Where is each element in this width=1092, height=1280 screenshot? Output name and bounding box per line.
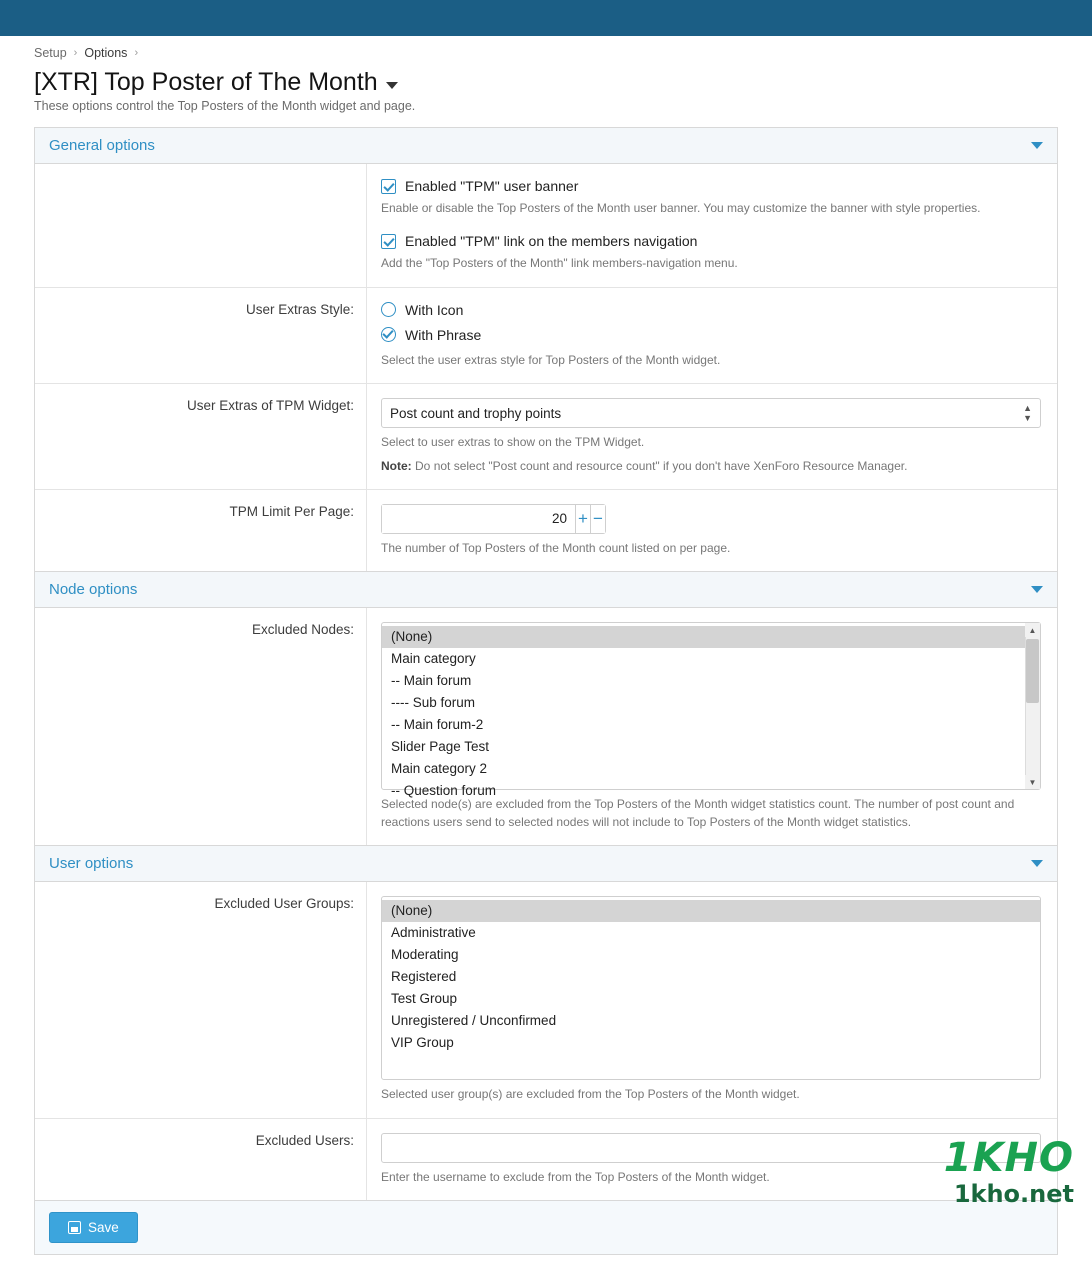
list-item[interactable]: Main category 2 bbox=[391, 761, 488, 777]
chevron-down-icon[interactable] bbox=[386, 82, 398, 89]
watermark-url: 1kho.net bbox=[953, 1180, 1074, 1209]
row-excluded-users bbox=[35, 1119, 1057, 1200]
scroll-down-icon[interactable]: ▼ bbox=[1025, 775, 1040, 789]
row-banner-and-nav bbox=[35, 164, 1057, 288]
chevron-down-icon[interactable] bbox=[1031, 860, 1043, 867]
label-excluded-nodes: Excluded Nodes: bbox=[35, 608, 367, 845]
radio-icon-selected[interactable] bbox=[381, 327, 396, 342]
radio-label-with-phrase: With Phrase bbox=[405, 326, 482, 343]
field-tpm-limit bbox=[367, 490, 1057, 571]
list-item[interactable]: Test Group bbox=[391, 991, 458, 1007]
listbox-excluded-nodes[interactable] bbox=[381, 622, 1041, 799]
list-item[interactable]: Unregistered / Unconfirmed bbox=[391, 1013, 557, 1029]
label-tpm-limit: TPM Limit Per Page: bbox=[35, 490, 367, 571]
list-item[interactable]: Moderating bbox=[391, 947, 459, 963]
general-options-block bbox=[34, 127, 1058, 572]
breadcrumb bbox=[34, 36, 1058, 64]
row-widget-extras bbox=[35, 384, 1057, 490]
section-header-node[interactable] bbox=[35, 572, 1057, 608]
checkbox-icon[interactable] bbox=[381, 234, 396, 249]
radio-with-icon[interactable] bbox=[381, 302, 1041, 318]
chevron-down-icon[interactable] bbox=[1031, 586, 1043, 593]
row-user-extras-style bbox=[35, 288, 1057, 384]
hint-widget-extras: Select to user extras to show on the TPM Widget. bbox=[381, 435, 645, 450]
group-banner bbox=[381, 178, 1041, 217]
row-excluded-nodes bbox=[35, 608, 1057, 845]
radio-label-with-icon: With Icon bbox=[405, 301, 464, 318]
note-widget-extras bbox=[381, 458, 1041, 475]
radio-icon[interactable] bbox=[381, 302, 396, 317]
checkbox-tpm-user-banner[interactable] bbox=[381, 178, 1041, 194]
note-text: Do not select "Post count and resource count" if you don't have XenForo Resource Manager. bbox=[415, 458, 908, 473]
hint-excluded-users: Enter the username to exclude from the Top Posters of the Month widget. bbox=[381, 1169, 770, 1184]
section-title-node: Node options bbox=[49, 581, 138, 599]
stepper-decrement-button[interactable]: − bbox=[590, 505, 605, 533]
list-item[interactable]: -- Main forum-2 bbox=[391, 717, 484, 733]
hint-tpm-limit: The number of Top Posters of the Month count listed on per page. bbox=[381, 540, 731, 555]
breadcrumb-separator-icon: › bbox=[73, 47, 78, 59]
row-tpm-limit bbox=[35, 490, 1057, 571]
quantity-stepper[interactable] bbox=[381, 504, 606, 534]
row-excluded-user-groups bbox=[35, 882, 1057, 1118]
radio-with-phrase[interactable] bbox=[381, 327, 1041, 343]
section-title-general: General options bbox=[49, 137, 155, 154]
note-prefix: Note: bbox=[381, 458, 412, 473]
list-item[interactable]: Registered bbox=[391, 969, 457, 985]
label-excluded-users: Excluded Users: bbox=[35, 1119, 367, 1200]
field-excluded-nodes bbox=[367, 608, 1057, 845]
list-item[interactable]: Main category bbox=[391, 651, 476, 667]
listbox-excluded-user-groups[interactable] bbox=[381, 896, 1041, 1080]
save-button-label: Save bbox=[88, 1219, 119, 1235]
label-excluded-user-groups: Excluded User Groups: bbox=[35, 882, 367, 1117]
page-content bbox=[0, 36, 1092, 1255]
field-user-extras-style bbox=[367, 288, 1057, 383]
select-widget-extras[interactable] bbox=[381, 398, 1041, 428]
field-excluded-users bbox=[367, 1119, 1057, 1200]
checkbox-label-tpm-user-banner: Enabled "TPM" user banner bbox=[405, 178, 579, 194]
list-item[interactable]: Administrative bbox=[391, 925, 476, 941]
top-navigation-bar bbox=[0, 0, 1092, 36]
hint-excluded-nodes: Selected node(s) are excluded from the Top Posters of the Month widget statistics count. The number of post count and reactions users send to selected nodes will not include to Top Posters of the Month widget statistics. bbox=[381, 797, 1015, 829]
tpm-limit-input[interactable] bbox=[382, 505, 575, 533]
field-widget-extras bbox=[367, 384, 1057, 489]
chevron-updown-icon[interactable]: ▲ ▼ bbox=[1023, 402, 1032, 423]
chevron-down-icon[interactable] bbox=[1031, 142, 1043, 149]
save-icon bbox=[68, 1221, 81, 1234]
scrollbar-thumb[interactable] bbox=[1026, 639, 1039, 703]
field-excluded-user-groups bbox=[367, 882, 1057, 1117]
list-item[interactable]: ---- Sub forum bbox=[391, 695, 476, 711]
checkbox-label-tpm-members-nav: Enabled "TPM" link on the members navigation bbox=[405, 233, 698, 250]
page-title-text: [XTR] Top Poster of The Month bbox=[34, 68, 378, 96]
user-options-block bbox=[34, 846, 1058, 1201]
checkbox-tpm-members-nav[interactable] bbox=[381, 233, 1041, 249]
section-title-user: User options bbox=[49, 855, 134, 873]
breadcrumb-separator-icon-2: › bbox=[134, 47, 139, 59]
save-button[interactable] bbox=[49, 1212, 138, 1243]
hint-excluded-user-groups: Selected user group(s) are excluded from the Top Posters of the Month widget. bbox=[381, 1087, 800, 1102]
watermark-logo: 1KHO bbox=[943, 1135, 1074, 1182]
list-item-empty bbox=[382, 1054, 1040, 1076]
list-item[interactable]: -- Question forum bbox=[391, 783, 497, 799]
breadcrumb-item-setup[interactable]: Setup bbox=[34, 46, 67, 60]
group-nav-link bbox=[381, 233, 1041, 272]
hint-nav-link: Add the "Top Posters of the Month" link members-navigation menu. bbox=[381, 256, 738, 271]
hint-user-extras-style: Select the user extras style for Top Posters of the Month widget. bbox=[381, 352, 721, 367]
excluded-users-input[interactable] bbox=[381, 1133, 1041, 1163]
list-item[interactable]: (None) bbox=[382, 626, 1040, 648]
list-item[interactable]: Slider Page Test bbox=[391, 739, 490, 755]
scroll-up-icon[interactable]: ▲ bbox=[1025, 623, 1040, 637]
page-title bbox=[34, 68, 1058, 97]
stepper-increment-button[interactable]: + bbox=[575, 505, 590, 533]
list-item[interactable]: (None) bbox=[382, 900, 1040, 922]
checkbox-icon[interactable] bbox=[381, 179, 396, 194]
row-label-empty bbox=[35, 164, 367, 287]
row-field-banner-and-nav bbox=[367, 164, 1057, 287]
form-footer bbox=[34, 1201, 1058, 1255]
select-widget-extras-value: Post count and trophy points bbox=[390, 405, 562, 421]
list-item[interactable]: -- Main forum bbox=[391, 673, 472, 689]
section-header-user[interactable] bbox=[35, 846, 1057, 882]
list-item[interactable]: VIP Group bbox=[391, 1035, 454, 1051]
breadcrumb-item-options[interactable]: Options bbox=[84, 46, 128, 60]
page-description: These options control the Top Posters of the Month widget and page. bbox=[34, 99, 416, 113]
hint-banner: Enable or disable the Top Posters of the Month user banner. You may customize the banner with style properties. bbox=[381, 201, 981, 215]
label-widget-extras: User Extras of TPM Widget: bbox=[35, 384, 367, 489]
section-header-general[interactable] bbox=[35, 128, 1057, 164]
label-user-extras-style: User Extras Style: bbox=[35, 288, 367, 383]
node-options-block bbox=[34, 572, 1058, 846]
